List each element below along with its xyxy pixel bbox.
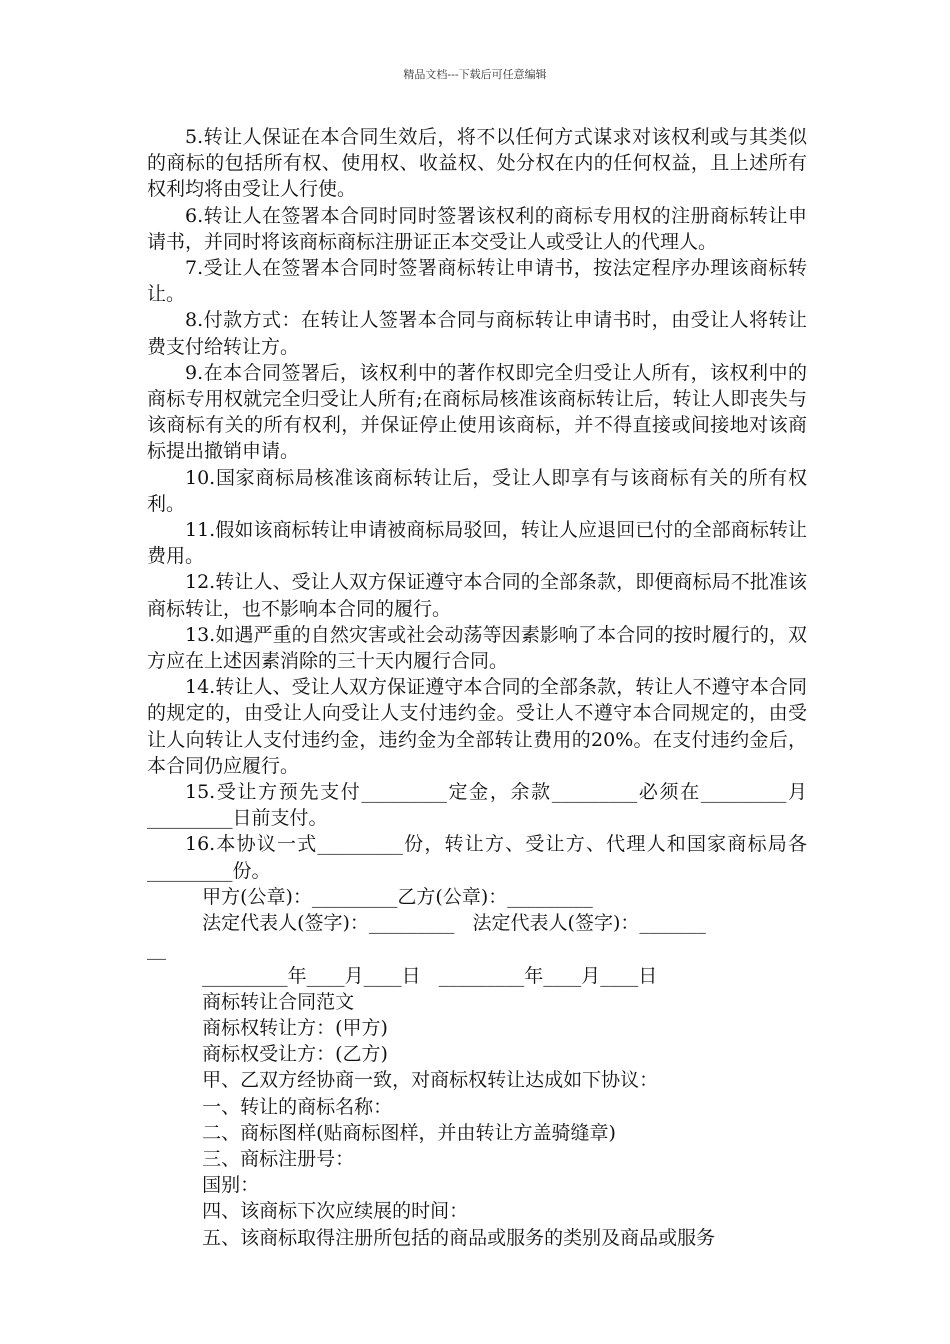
item-4: 四、该商标下次应续展的时间： [202, 1200, 469, 1223]
clause-6: 6.转让人在签署本合同时同时签署该权利的商标专用权的注册商标转让申请书，并同时将该商标商标注册证正本交受让人或受让人的代理人。 [147, 204, 807, 253]
representative-signature-line: 法定代表人(签字)：_________ 法定代表人(签字)：_______ [202, 912, 706, 935]
party-seal-line: 甲方(公章)：_________乙方(公章)：_________ [202, 885, 593, 908]
item-5: 五、该商标取得注册所包括的商品或服务的类别及商品或服务 [202, 1226, 716, 1249]
clause-16: 16.本协议一式_________份，转让方、受让方、代理人和国家商标局各_________份。 [147, 833, 807, 882]
clause-13: 13.如遇严重的自然灾害或社会动荡等因素影响了本合同的按时履行的，双方应在上述因素消除的三十天内履行合同。 [147, 623, 807, 673]
item-3: 三、商标注册号： [202, 1147, 355, 1170]
date-line: _________年____月____日 _________年____月____日 [202, 964, 658, 987]
clause-11: 11.假如该商标转让申请被商标局驳回，转让人应退回已付的全部商标转让费用。 [147, 519, 807, 568]
clause-9: 9.在本合同签署后，该权利中的著作权即完全归受让人所有，该权利中的商标专用权就完全归受让人所有;在商标局核准该商标转让后，转让人即丧失与该商标有关的所有权利，并保证停止使用该商标，并不得直接或间接地对该商标提出撤销申请。 [147, 361, 807, 463]
agreement-intro: 甲、乙双方经协商一致，对商标权转让达成如下协议： [202, 1069, 659, 1092]
clause-5: 5.转让人保证在本合同生效后，将不以任何方式谋求对该权利或与其类似的商标的包括所有权、使用权、收益权、处分权在内的任何权益，且上述所有权利均将由受让人行使。 [147, 126, 807, 201]
clause-7: 7.受让人在签署本合同时签署商标转让申请书，按法定程序办理该商标转让。 [147, 257, 807, 306]
page-header: 精品文档---下载后可任意编辑 [403, 68, 547, 81]
clause-14: 14.转让人、受让人双方保证遵守本合同的全部条款，转让人不遵守本合同的规定的，由受让人向受让人支付违约金。受让人不遵守本合同规定的，由受让人向转让人支付违约金，违约金为全部转让费用的20%。在支付违约金后，本合同仍应履行。 [147, 676, 807, 777]
second-contract-title: 商标转让合同范文 [202, 990, 355, 1013]
item-1: 一、转让的商标名称： [202, 1095, 393, 1118]
clause-8: 8.付款方式：在转让人签署本合同与商标转让申请书时，由受让人将转让费支付给转让方。 [147, 309, 807, 358]
transferee-line: 商标权受让方：(乙方) [202, 1043, 388, 1066]
clause-10: 10.国家商标局核准该商标转让后，受让人即享有与该商标有关的所有权利。 [147, 466, 807, 515]
transferor-line: 商标权转让方：(甲方) [202, 1016, 388, 1039]
clause-12: 12.转让人、受让人双方保证遵守本合同的全部条款，即便商标局不批准该商标转让，也不影响本合同的履行。 [147, 571, 807, 620]
representative-signature-continuation: __ [147, 938, 166, 961]
clause-15: 15.受让方预先支付_________定金，余款_________必须在_________月_________日前支付。 [147, 781, 807, 830]
country-line: 国别： [202, 1174, 260, 1197]
document-body [147, 124, 807, 1251]
item-2: 二、商标图样(贴商标图样，并由转让方盖骑缝章) [202, 1121, 616, 1144]
